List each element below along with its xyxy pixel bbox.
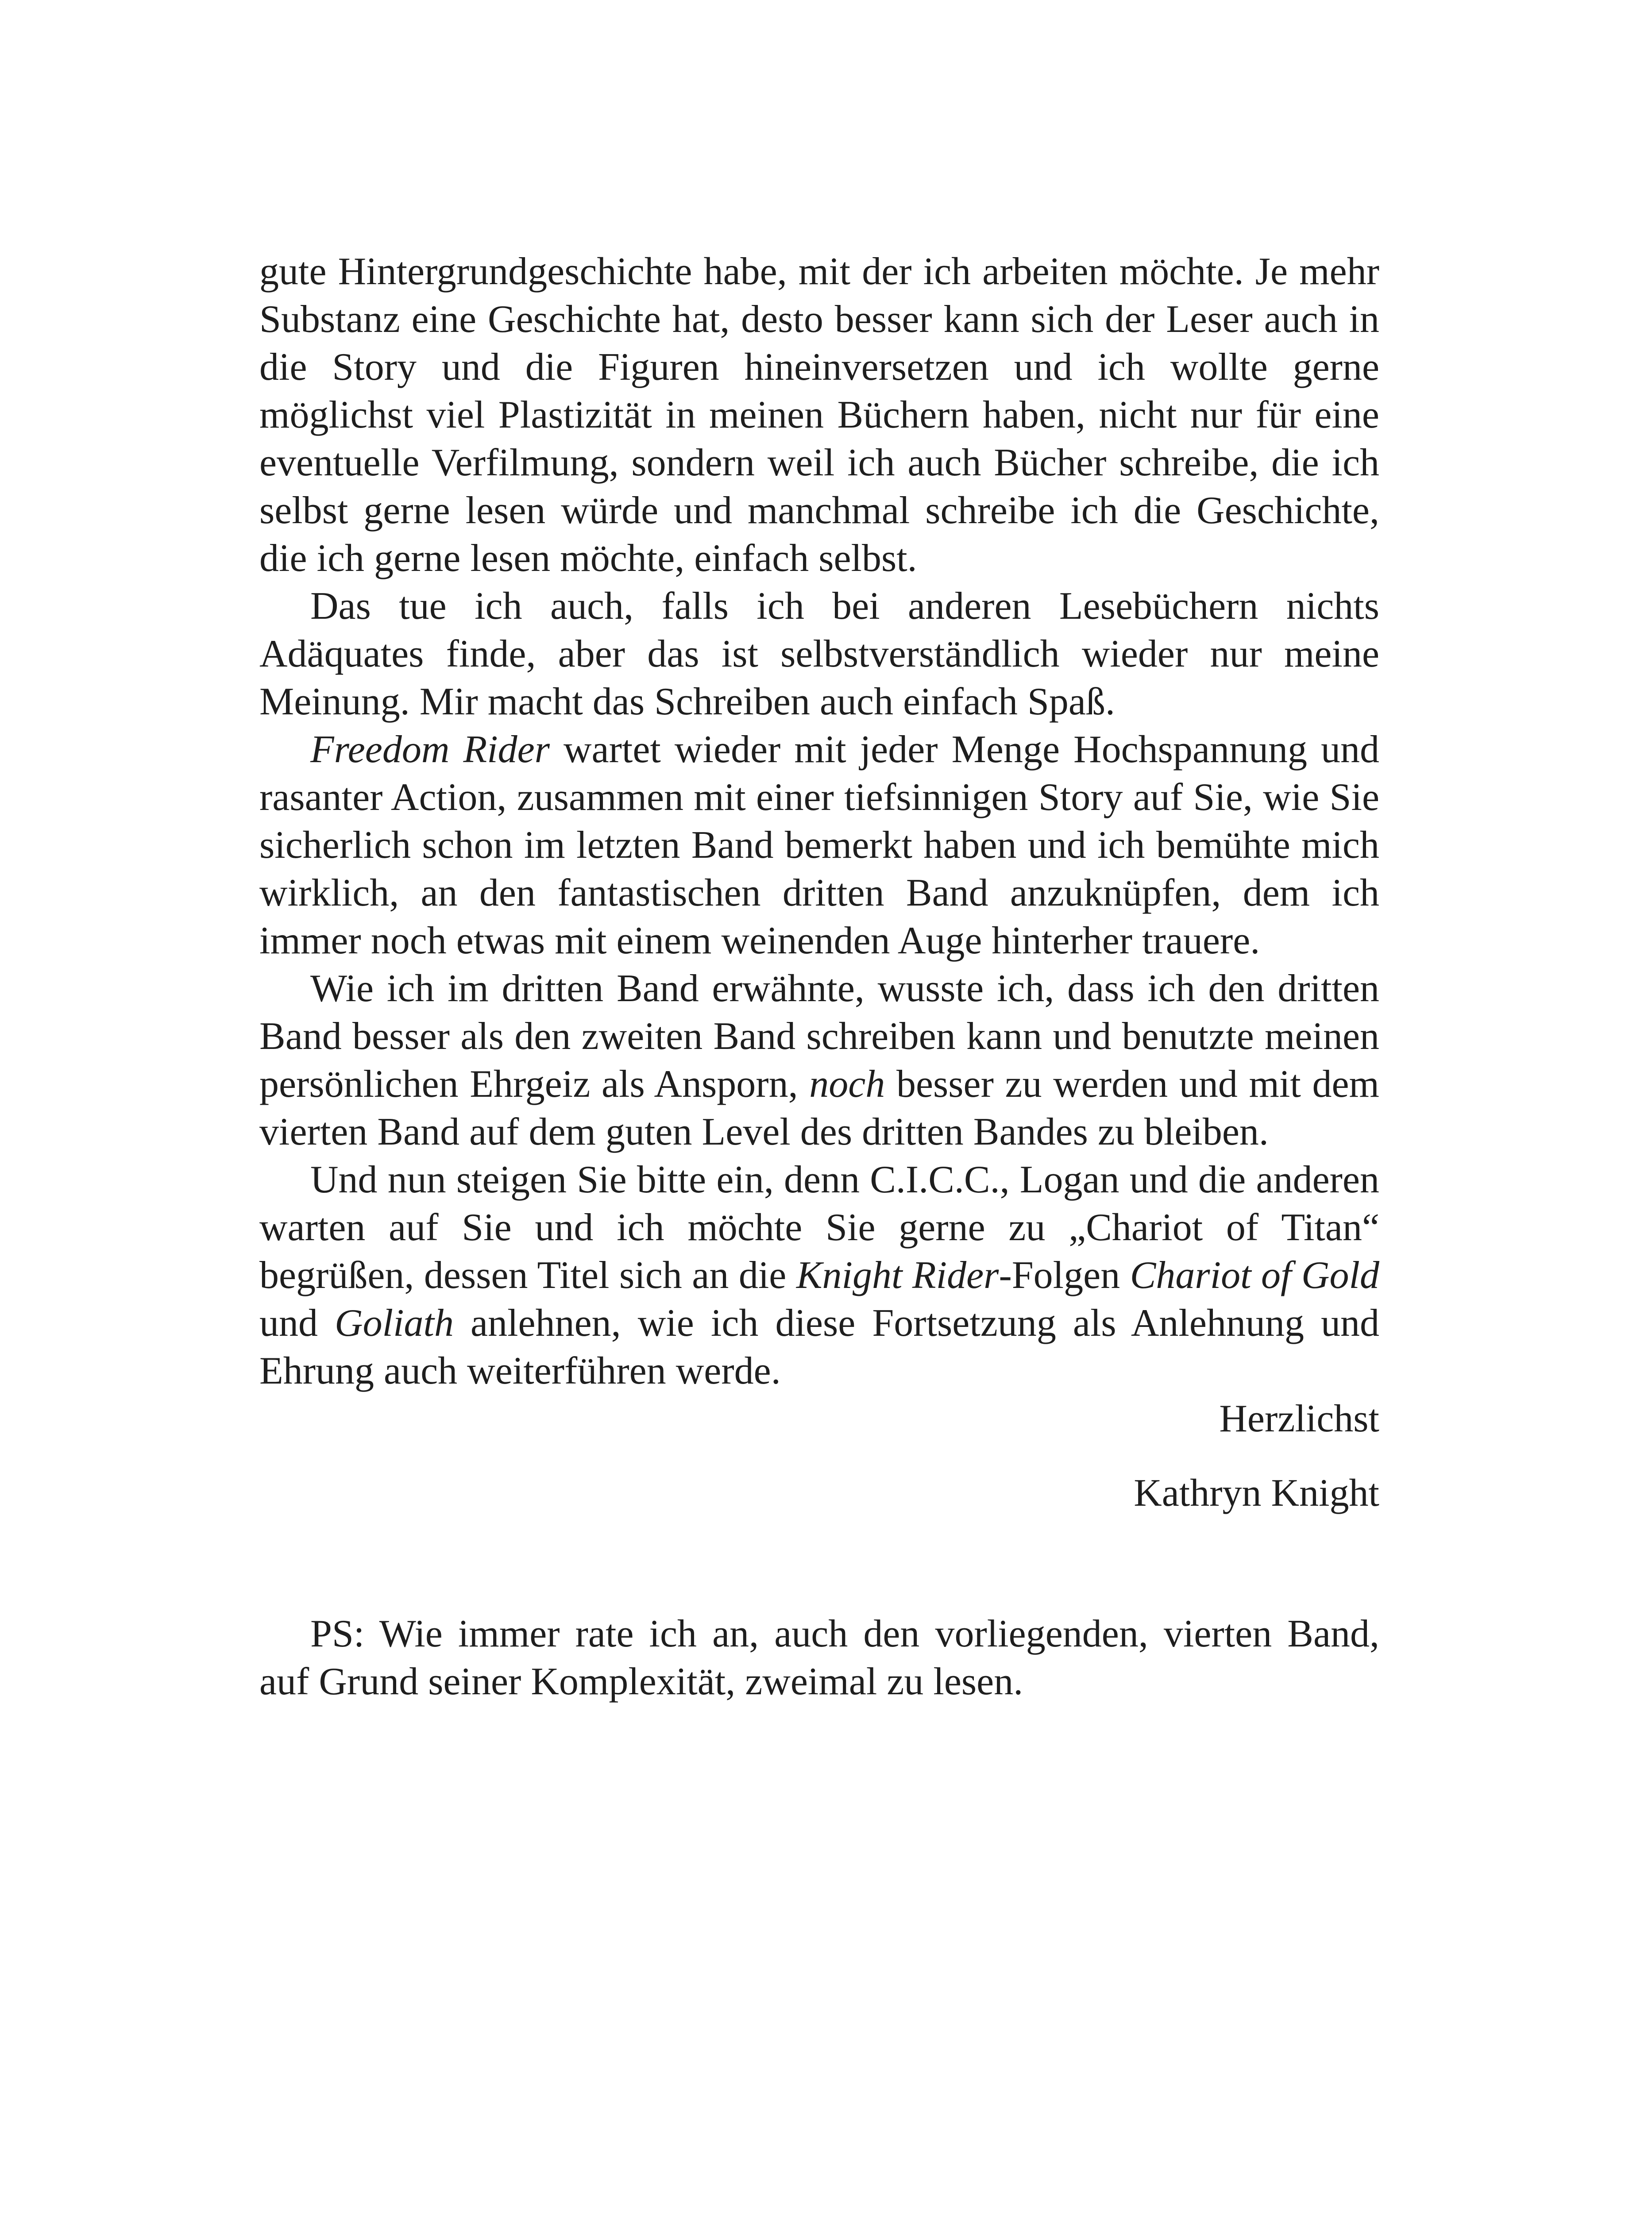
paragraph-5-text-1: Und nun steigen Sie bitte ein, denn C.I.C.C., Logan und die anderen warten auf Sie und ich möchte Sie gerne zu „Chariot of Titan“ begrüßen, dessen Titel sich an die — [259, 1158, 1379, 1297]
paragraph-3-text: wartet wieder mit jeder Menge Hochspannung und rasanter Action, zusammen mit einer tiefsinnigen Story auf Sie, wie Sie sicherlich schon im letzten Band bemerkt haben und ich bemühte mich wirklich, an den fantastischen dritten Band anzuknüpfen, dem ich immer noch etwas mit einem weinenden Auge hinterher trauere. — [259, 728, 1379, 962]
postscript: PS: Wie immer rate ich an, auch den vorliegenden, vierten Band, auf Grund seiner Komplexität, zweimal zu lesen. — [259, 1612, 1379, 1703]
paragraph-1: gute Hintergrundgeschichte habe, mit der ich arbeiten möchte. Je mehr Substanz eine Geschichte hat, desto besser kann sich der Leser auch in die Story und die Figuren hineinversetzen und ich wollte gerne möglichst viel Plastizität in meinen Büchern haben, nicht nur für eine eventuelle Verfilmung, sondern weil ich auch Bücher schreibe, die ich selbst gerne lesen würde und manchmal schreibe ich die Geschichte, die ich gerne lesen möchte, einfach selbst. — [259, 250, 1379, 580]
title-knight-rider: Knight Rider — [796, 1254, 999, 1297]
closing-salutation: Herzlichst — [1219, 1397, 1379, 1440]
title-chariot-of-gold: Chariot of Gold — [1130, 1254, 1379, 1297]
paragraph-2: Das tue ich auch, falls ich bei anderen Lesebüchern nichts Adäquates finde, aber das ist selbstverständlich wieder nur meine Meinung. Mir macht das Schreiben auch einfach Spaß. — [259, 585, 1379, 723]
paragraph-5-text-3: und — [259, 1302, 335, 1345]
letter-body — [259, 248, 1379, 1706]
signature: Kathryn Knight — [1134, 1472, 1379, 1515]
paragraph-4 — [259, 965, 1379, 1156]
paragraph-5 — [259, 1156, 1379, 1395]
paragraph-5-text-4: anlehnen, wie ich diese Fortsetzung als Anlehnung und Ehrung auch weiterführen werde. — [259, 1302, 1380, 1392]
title-goliath: Goliath — [335, 1302, 454, 1345]
paragraph-5-text-2: -Folgen — [999, 1254, 1130, 1297]
paragraph-4-text-after: besser zu werden und mit dem vierten Band auf dem guten Level des dritten Bandes zu bleiben. — [259, 1063, 1379, 1153]
title-freedom-rider: Freedom Rider — [310, 728, 550, 771]
paragraph-4-text-before: Wie ich im dritten Band erwähnte, wusste ich, dass ich den dritten Band besser als den zweiten Band schreiben kann und benutzte meinen persönlichen Ehrgeiz als Ansporn, — [259, 967, 1379, 1106]
paragraph-3 — [259, 726, 1379, 965]
emphasis-noch: noch — [809, 1063, 885, 1106]
